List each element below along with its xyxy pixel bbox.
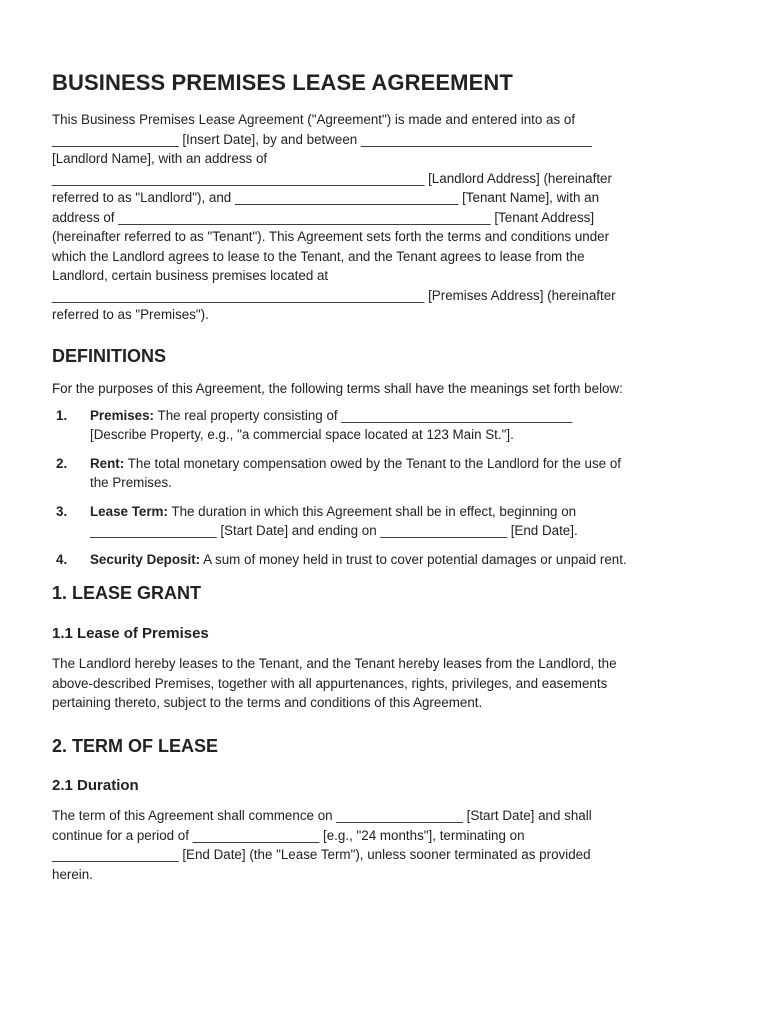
definition-text: The total monetary compensation owed by the Tenant to the Landlord for the use of the Premises. [90,455,621,491]
duration-subheading: 2.1 Duration [52,777,139,795]
definition-text: A sum of money held in trust to cover potential damages or unpaid rent. [200,551,627,567]
lease-grant-paragraph: The Landlord hereby leases to the Tenant, and the Tenant hereby leases from the Landlord, the above-described Premises, together with all appurtenances, rights, privileges, and easements pertaining thereto, subject to the terms and conditions of this Agreement. [52,656,617,711]
definitions-intro: For the purposes of this Agreement, the following terms shall have the meanings set forth below: [52,381,623,397]
definition-item-rent [52,454,722,493]
definition-term: Premises: [90,407,155,423]
definition-term: Security Deposit: [90,551,201,567]
definition-text: The real property consisting of _______________________________ [Describe Property, e.g., "a commercial space located at 123 Main St."]. [90,407,573,443]
definition-item-premises [52,406,722,445]
duration-paragraph: The term of this Agreement shall commence on _________________ [Start Date] and shall continue for a period of _________________ [e.g., "24 months"], terminating on _________________ [End Date] (the "Lease Term"), unless sooner terminated as provided herein. [52,808,592,882]
definition-item-security-deposit [52,550,722,570]
definition-text: The duration in which this Agreement shall be in effect, beginning on _________________ [Start Date] and ending on _________________ [End Date]. [90,503,578,539]
term-of-lease-heading: 2. TERM OF LEASE [52,735,219,756]
lease-grant-heading: 1. LEASE GRANT [52,583,202,604]
definitions-list [52,406,722,570]
definitions-heading: DEFINITIONS [52,345,167,366]
definition-term: Rent: [90,455,125,471]
intro-paragraph: This Business Premises Lease Agreement ("Agreement") is made and entered into as of _________________ [Insert Date], by and between _______________________________ [Landlord Name], with an address of __________________________________________________ [Landlord Address] (hereinafter referred to as "Landlord"), and ______________________________ [Tenant Name], with an address of __________________________________________________ [Tenant Address] (hereinafter referred to as "Tenant"). This Agreement sets forth the terms and conditions under which the Landlord agrees to lease to the Tenant, and the Tenant agrees to lease from the Landlord, certain business premises located at __________________________________________________ [Premises Address] (hereinafter referred to as "Premises"). [52,112,616,323]
list-number: 3. [56,503,68,519]
document-title: BUSINESS PREMISES LEASE AGREEMENT [52,70,513,95]
definition-item-lease-term [52,502,722,541]
definition-term: Lease Term: [90,503,168,519]
list-number: 4. [56,551,68,567]
document-page [52,70,722,884]
list-number: 2. [56,455,68,471]
lease-of-premises-subheading: 1.1 Lease of Premises [52,625,209,643]
list-number: 1. [56,407,68,423]
